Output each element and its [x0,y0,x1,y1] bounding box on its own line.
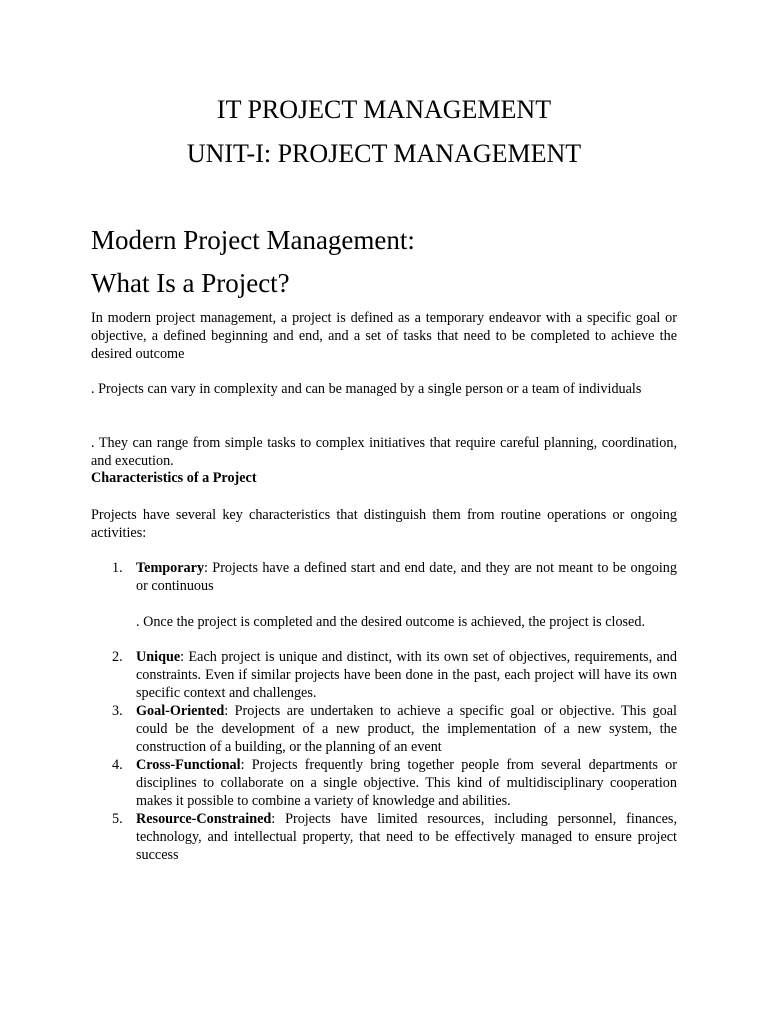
section-heading: Modern Project Management: [91,225,415,255]
list-item-number: 2. [112,649,123,665]
list-item-body [136,702,677,756]
list-item-number: 5. [112,811,123,827]
list-item [112,810,677,864]
paragraph-3: . They can range from simple tasks to complex initiatives that require careful planning, coordination, and execution. [91,435,677,469]
paragraph-2: . Projects can vary in complexity and can be managed by a single person or a team of individuals [91,381,642,397]
list-item [112,756,677,810]
list-item-term: Resource-Constrained [136,811,272,827]
list-item-body [136,810,677,864]
list-item [112,648,677,702]
list-item-term: Goal-Oriented [136,703,225,719]
list-item-text: : Projects are undertaken to achieve a specific goal or objective. This goal could be the development of a new product, the implementation of a new system, the construction of a building, or the planning of an event [136,703,677,755]
document-title: IT PROJECT MANAGEMENT [216,95,552,124]
list-item-number: 4. [112,757,123,773]
list-item-term: Cross-Functional [136,757,241,773]
list-item-term: Unique [136,649,181,665]
list-item [112,559,677,595]
list-item-text: : Projects have limited resources, including personnel, finances, technology, and intellectual property, that need to be effectively managed to ensure project success [136,811,677,863]
subsection-heading: What Is a Project? [91,268,290,298]
list-item-note: . Once the project is completed and the desired outcome is achieved, the project is closed. [136,614,645,630]
list-item-text: : Projects have a defined start and end date, and they are not meant to be ongoing or continuous [136,560,677,594]
list-item-text: : Each project is unique and distinct, with its own set of objectives, requirements, and constraints. Even if similar projects have been done in the past, each project will have its own specific context and challenges. [136,649,677,701]
list-item-body [136,756,677,810]
list-item-term: Temporary [136,560,205,576]
unit-title: UNIT-I: PROJECT MANAGEMENT [186,139,582,168]
list-item-text: : Projects frequently bring together people from several departments or disciplines to collaborate on a single objective. This kind of multidisciplinary cooperation makes it possible to combine a variety of knowledge and abilities. [136,757,677,809]
list-item-number: 1. [112,560,123,576]
characteristics-heading: Characteristics of a Project [91,470,257,486]
intro-paragraph: In modern project management, a project is defined as a temporary endeavor with a specific goal or objective, a defined beginning and end, and a set of tasks that need to be completed to achieve the desired outcome [91,310,677,362]
characteristics-intro: Projects have several key characteristics that distinguish them from routine operations or ongoing activities: [91,507,677,541]
list-item-body [136,559,677,595]
list-item-body [136,648,677,702]
list-item-number: 3. [112,703,123,719]
list-item [112,702,677,756]
